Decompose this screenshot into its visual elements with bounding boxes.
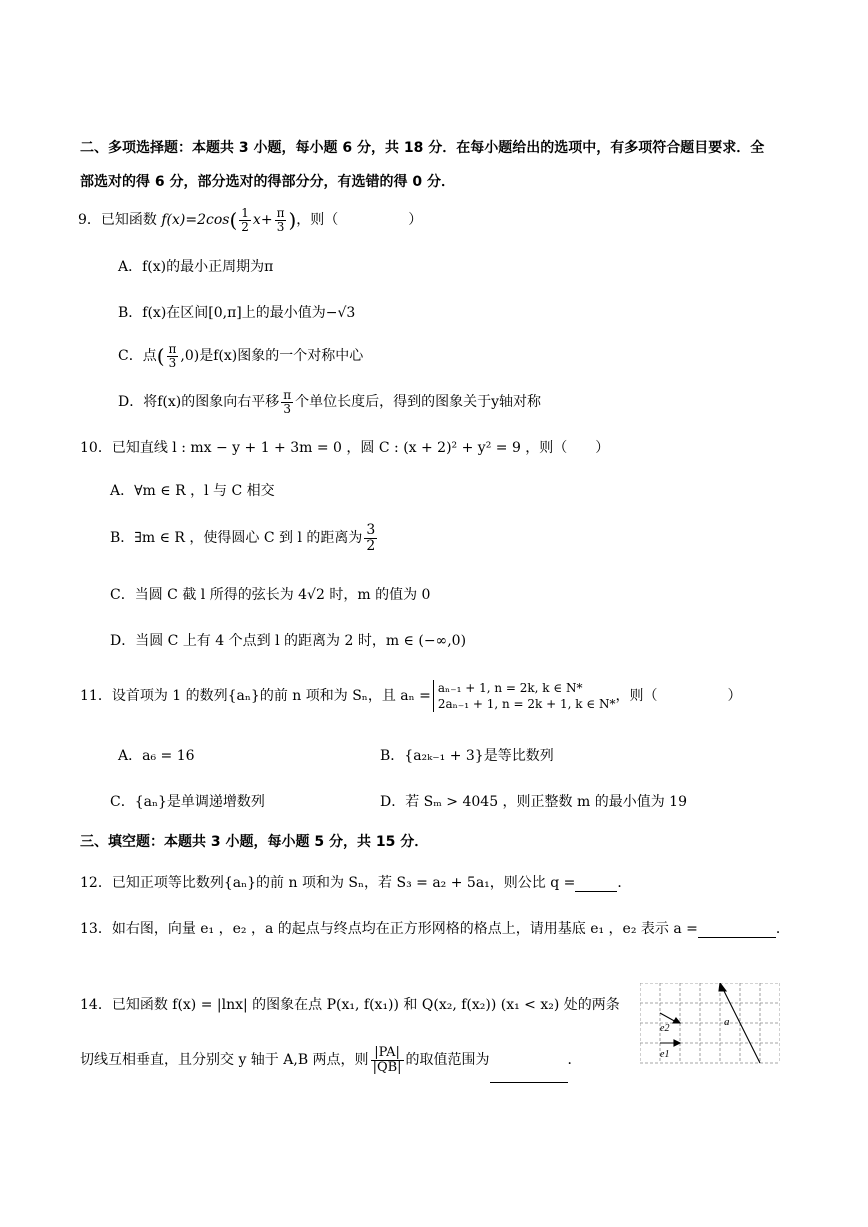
q9-option-c: C．点( $\frac{\pi}{3}$ ,0)是f(x)图象的一个对称中心 <box>118 341 364 370</box>
question-13: 13．如右图，向量 e₁ ，e₂ ，a 的起点与终点均在正方形网格的格点上，请用基底 e₁ ，e₂ 表示 a = ． <box>80 921 790 937</box>
q9-mid: x+ <box>252 212 273 228</box>
q9-suffix: ，则（ ） <box>296 212 423 228</box>
question-11-stem: 11．设首项为 1 的数列{aₙ}的前 n 项和为 Sₙ，且 aₙ = aₙ₋₁ + 1, n = 2k, k ∈ N* 2aₙ₋₁ + 1, n = 2k + 1, k ∈ N* ，则（ ） <box>80 680 742 711</box>
q9-frac-1: $\frac{1}{2}$ <box>241 205 249 234</box>
label-a: a <box>724 1016 730 1028</box>
question-9-stem: 9．已知函数 f(x)=2cos( $\frac{1}{2}$ x+ $\frac{\pi}{3}$ )，则（ ） <box>78 205 423 234</box>
section2-heading-line2: 部选对的得 6 分，部分选对的得部分分，有选错的得 0 分． <box>80 174 455 190</box>
vector-a-arrowhead <box>719 983 726 991</box>
q12-answer-blank[interactable] <box>575 875 617 892</box>
q9-option-b: B．f(x)在区间[0,π]上的最小值为−√3 <box>118 305 356 321</box>
q9-option-d: D．将f(x)的图象向右平移 $\frac{\pi}{3}$ 个单位长度后，得到的图象关于y轴对称 <box>118 387 542 416</box>
vector-grid-figure <box>640 983 780 1067</box>
q11-piecewise: aₙ₋₁ + 1, n = 2k, k ∈ N* 2aₙ₋₁ + 1, n = 2k + 1, k ∈ N* <box>433 680 616 712</box>
question-14-line1: 14．已知函数 f(x) = |lnx| 的图象在点 P(x₁, f(x₁)) 和 Q(x₂, f(x₂)) (x₁ < x₂) 处的两条 <box>80 997 620 1013</box>
label-e1: e1 <box>660 1049 670 1060</box>
vector-e1-arrowhead <box>674 1040 680 1046</box>
section3-heading: 三、填空题：本题共 3 小题，每小题 5 分，共 15 分． <box>80 834 429 850</box>
question-12: 12．已知正项等比数列{aₙ}的前 n 项和为 Sₙ，若 S₃ = a₂ + 5a₁，则公比 q = ． <box>80 875 632 891</box>
q11-option-a: A．a₆ = 16 <box>118 748 195 764</box>
question-14-line2: 切线互相垂直，且分别交 y 轴于 A,B 两点，则 $\frac{|PA|}{|QB|}$ 的取值范围为 ． <box>80 1038 582 1082</box>
q13-answer-blank[interactable] <box>698 921 776 938</box>
q10-option-b: B．∃m ∈ R ，使得圆心 C 到 l 的距离为 $\frac{3}{2}$ <box>110 521 376 554</box>
label-e2: e2 <box>660 1023 670 1034</box>
q10-option-a: A．∀m ∈ R ，l 与 C 相交 <box>110 483 275 499</box>
q9-option-a: A．f(x)的最小正周期为π <box>118 259 274 275</box>
section2-heading-line1: 二、多项选择题：本题共 3 小题，每小题 6 分，共 18 分．在每小题给出的选项中，有多项符合题目要求．全 <box>80 140 765 156</box>
question-10-stem: 10．已知直线 l : mx − y + 1 + 3m = 0 ，圆 C : (x + 2)² + y² = 9 ，则（ ） <box>80 440 610 456</box>
vector-e2-arrowhead <box>673 1018 680 1023</box>
q10-option-c: C．当圆 C 截 l 所得的弦长为 4√2 时，m 的值为 0 <box>110 587 431 603</box>
q11-option-c: C．{aₙ}是单调递增数列 <box>110 794 265 810</box>
q9-frac-2: $\frac{\pi}{3}$ <box>276 205 285 234</box>
q9-func: f(x)=2cos <box>161 212 230 228</box>
q10-option-d: D．当圆 C 上有 4 个点到 l 的距离为 2 时，m ∈ (−∞,0) <box>110 633 467 649</box>
q11-option-b: B．{a₂ₖ₋₁ + 3}是等比数列 <box>380 748 554 764</box>
q9-prefix: 9．已知函数 <box>78 212 157 228</box>
q11-option-d: D．若 Sₘ > 4045 ，则正整数 m 的最小值为 19 <box>380 794 688 810</box>
q14-answer-blank[interactable] <box>490 1038 568 1083</box>
